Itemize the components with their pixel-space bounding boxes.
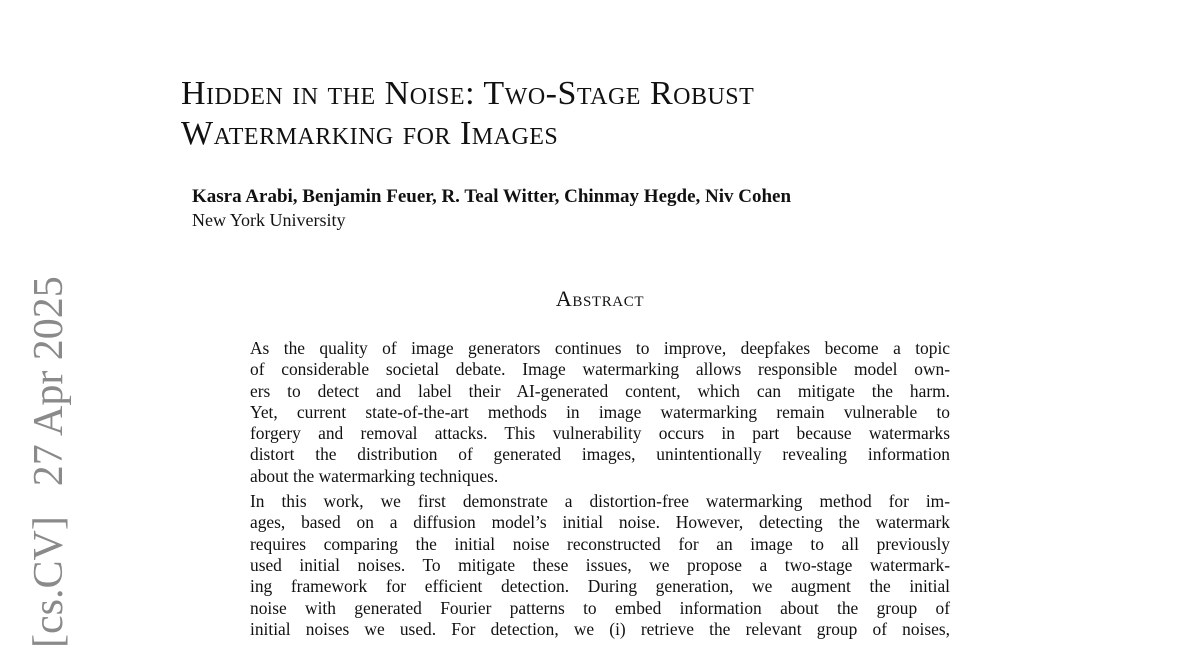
abstract-line: As the quality of image generators continues to improve, deepfakes become a topic <box>250 338 950 358</box>
affiliation: New York University <box>192 210 346 230</box>
abstract-paragraph-2 <box>250 491 950 640</box>
abstract-heading: Abstract <box>555 286 645 311</box>
abstract-line: ages, based on a diffusion model’s initial noise. However, detecting the watermark <box>250 512 950 533</box>
title-line-1: Hidden in the Noise: Two-Stage Robust <box>181 75 755 112</box>
abstract-line: In this work, we first demonstrate a distortion-free watermarking method for im- <box>250 491 950 512</box>
arxiv-date: 27 Apr 2025 <box>26 276 72 487</box>
paper-title <box>181 74 941 154</box>
abstract-paragraph-1 <box>250 338 950 487</box>
abstract-line: ing framework for efficient detection. During generation, we augment the initial <box>250 576 950 597</box>
abstract-line: ers to detect and label their AI-generated content, which can mitigate the harm. <box>250 380 950 401</box>
arxiv-category: [cs.CV] <box>26 516 72 648</box>
abstract-line: initial noises we used. For detection, we (i) retrieve the relevant group of noises, <box>250 618 950 639</box>
abstract-line: noise with generated Fourier patterns to embed information about the group of <box>250 597 950 618</box>
abstract-line: Yet, current state-of-the-art methods in image watermarking remain vulnerable to <box>250 401 950 422</box>
abstract-line: forgery and removal attacks. This vulnerability occurs in part because watermarks <box>250 423 950 444</box>
abstract-body <box>250 338 950 644</box>
arxiv-identifier-stamp <box>28 276 70 648</box>
abstract-line: used initial noises. To mitigate these issues, we propose a two-stage watermark- <box>250 554 950 575</box>
title-line-2: Watermarking for Images <box>181 115 559 152</box>
abstract-line: distort the distribution of generated images, unintentionally revealing information <box>250 444 950 465</box>
abstract-line: of considerable societal debate. Image watermarking allows responsible model own- <box>250 359 950 380</box>
abstract-line: about the watermarking techniques. <box>250 465 499 486</box>
abstract-line: requires comparing the initial noise reconstructed for an image to all previously <box>250 533 950 554</box>
author-list: Kasra Arabi, Benjamin Feuer, R. Teal Witter, Chinmay Hegde, Niv Cohen <box>192 186 792 207</box>
